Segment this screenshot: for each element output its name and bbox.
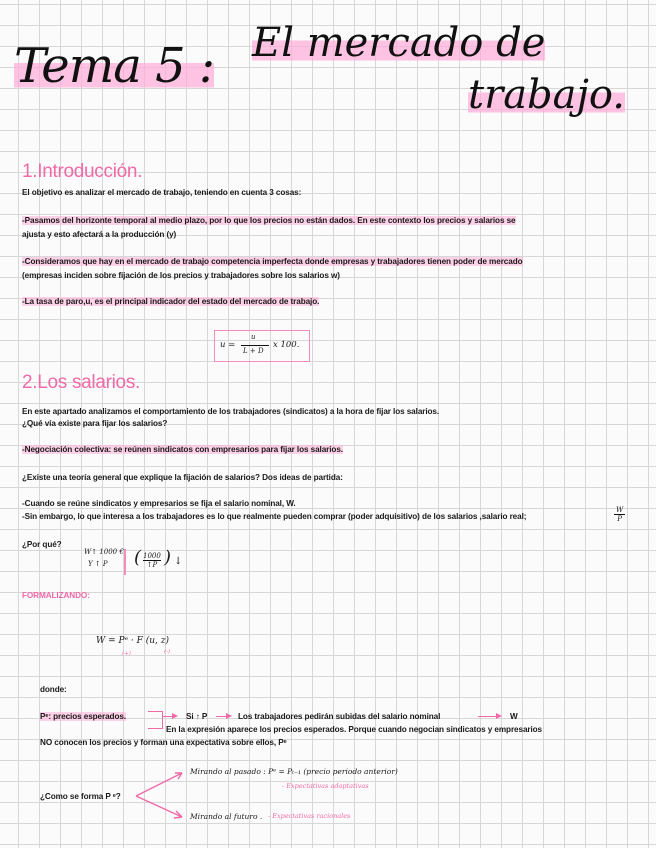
eq-sign-minus: (-) — [164, 649, 171, 655]
arrow-to-consequence — [216, 716, 230, 717]
real-wage-den: P — [617, 515, 622, 523]
why-frac-num: 1000 — [143, 552, 161, 560]
como-question: ¿Como se forma P ᵉ? — [40, 792, 121, 801]
formula-num: u — [251, 333, 256, 341]
eq-sign-plus: (+) — [122, 651, 131, 657]
pe-definition: Pᵉ: precios esperados. — [40, 712, 126, 721]
bullet-1a: -Pasamos del horizonte temporal al medio plazo, por lo que los precios no están dados. En este contexto los precios y salarios se — [22, 216, 516, 225]
s2-p4: ¿Existe una teoría general que explique la fijación de salarios? Dos ideas de partida: — [22, 473, 343, 482]
why-note-1: W↑ 1000 € — [84, 548, 124, 556]
section-heading-intro: 1.Introducción. — [22, 161, 143, 182]
intro-text: El objetivo es analizar el mercado de trabajo, teniendo en cuenta 3 cosas: — [22, 188, 302, 197]
why-arrow: ↓ — [174, 556, 183, 567]
title-mercado: El mercado de — [252, 20, 546, 66]
s2-p3: -Negociación colectiva: se reúnen sindicatos con empresarios para fijar los salarios. — [22, 445, 343, 454]
formalizando-label: FORMALIZANDO: — [22, 591, 90, 600]
donde-label: donde: — [40, 685, 67, 694]
why-divider — [124, 549, 126, 575]
formula-rhs: x 100. — [273, 340, 300, 350]
si-p-up: Si ↑ P — [186, 712, 208, 721]
s2-p5: -Cuando se reúne sindicatos y empresarios se fija el salario nominal, W. — [22, 499, 296, 508]
consequence-text: Los trabajadores pedirán subidas del salario nominal — [238, 712, 441, 721]
title-tema: Tema 5 : — [14, 38, 215, 94]
nominal-wage-w: W — [510, 712, 518, 721]
wage-equation: W = Pᵉ · F (u, z) — [96, 636, 170, 646]
arrow-to-w — [478, 716, 500, 717]
real-wage-fraction — [614, 506, 625, 523]
explain-line-1: En la expresión aparece los precios esperados. Porque cuando negocian sindicatos y empresarios — [166, 725, 543, 734]
option-future: Mirando al futuro . — [190, 812, 263, 821]
why-fraction — [143, 552, 161, 569]
formula-bar — [241, 345, 269, 346]
why-label: ¿Por qué? — [22, 540, 62, 549]
s2-p2: ¿Qué vía existe para fijar los salarios? — [22, 419, 168, 428]
why-frac-den: ↑P — [146, 561, 158, 569]
formula-box — [214, 330, 310, 362]
why-paren: ( — [134, 547, 142, 568]
why-note-2: Y ↑ P — [88, 560, 108, 568]
arrow-to-si — [162, 716, 176, 717]
why-paren-close: ) — [164, 547, 172, 568]
explain-line-2: NO conocen los precios y forman una expectativa sobre ellos, Pᵉ — [40, 738, 287, 747]
section-heading-salarios: 2.Los salarios. — [22, 372, 141, 393]
bullet-2b: (empresas inciden sobre fijación de los precios y trabajadores sobre los salarios w) — [22, 271, 340, 280]
s2-p1: En este apartado analizamos el comportamiento de los trabajadores (sindicatos) a la hora de fijar los salarios. — [22, 407, 440, 416]
s2-p6: -Sin embargo, lo que interesa a los trabajadores es lo que realmente pueden comprar (poder adquisitivo) de los salarios ,salario real; — [22, 512, 527, 521]
bullet-1b: ajusta y esto afectará a la producción (y) — [22, 230, 177, 239]
title-trabajo: trabajo. — [468, 72, 625, 118]
formula-lhs: u = — [220, 340, 236, 350]
real-wage-num: W — [616, 506, 624, 514]
option-past: Mirando al pasado : Pᵉ = Pₜ₋₁ (precio periodo anterior) — [190, 767, 398, 776]
branch-arrows — [126, 765, 188, 825]
bullet-2a: -Consideramos que hay en el mercado de trabajo competencia imperfecta donde empresas y trabajadores tienen poder de mercado — [22, 257, 523, 266]
formula-den: L + D — [243, 347, 264, 355]
pe-bracket — [148, 711, 163, 729]
option-past-type: - Expectativas adaptativas — [282, 782, 369, 790]
bullet-3: -La tasa de paro,u, es el principal indicador del estado del mercado de trabajo. — [22, 297, 320, 306]
option-future-type: - Expectativas racionales — [268, 812, 351, 820]
